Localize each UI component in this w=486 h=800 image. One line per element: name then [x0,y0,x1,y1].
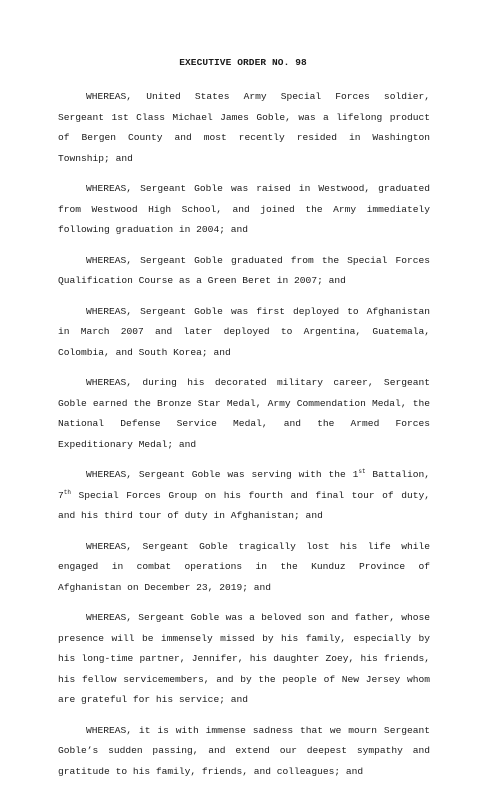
whereas-paragraph-8: WHEREAS, Sergeant Goble was a beloved son and father, whose presence will be immensely missed by his family, especially by his long-time partner, Jennifer, his daughter Zoey, his friends, his fellow servicemembers, and by the people of New Jersey whom are grateful for his service; and [58,612,430,705]
whereas-paragraph-7: WHEREAS, Sergeant Goble tragically lost his life while engaged in combat operations in the Kunduz Province of Afghanistan on December 23, 2019; and [58,540,430,593]
paragraph-6-part-b: Battalion, 7 [58,469,430,501]
whereas-paragraph-3: WHEREAS, Sergeant Goble graduated from the Special Forces Qualification Course as a Green Beret in 2007; and [58,254,430,286]
superscript-st: st [358,468,366,475]
superscript-th: th [63,488,71,496]
whereas-paragraph-6 [58,465,430,527]
paragraph-6-part-a: WHEREAS, Sergeant Goble was serving with the 1 [86,469,359,480]
document-body [58,87,430,792]
paragraph-6-part-c: Special Forces Group on his fourth and final tour of duty, and his third tour of duty in Afghanistan; and [58,489,430,521]
order-title: EXECUTIVE ORDER NO. 98 [179,57,307,68]
whereas-paragraph-9: WHEREAS, it is with immense sadness that we mourn Sergeant Goble’s sudden passing, and extend our deepest sympathy and gratitude to his family, friends, and colleagues; and [58,724,430,777]
whereas-paragraph-4: WHEREAS, Sergeant Goble was first deployed to Afghanistan in March 2007 and later deployed to Argentina, Guatemala, Colombia, and South Korea; and [58,305,430,358]
whereas-paragraph-1: WHEREAS, United States Army Special Forces soldier, Sergeant 1st Class Michael James Goble, was a lifelong product of Bergen County and most recently resided in Washington Township; and [58,91,430,164]
whereas-paragraph-2: WHEREAS, Sergeant Goble was raised in Westwood, graduated from Westwood High School, and joined the Army immediately following graduation in 2004; and [58,183,430,235]
whereas-paragraph-5: WHEREAS, during his decorated military career, Sergeant Goble earned the Bronze Star Medal, Army Commendation Medal, the National Defense Service Medal, and the Armed Forces Expeditionary Medal; and [58,377,430,450]
